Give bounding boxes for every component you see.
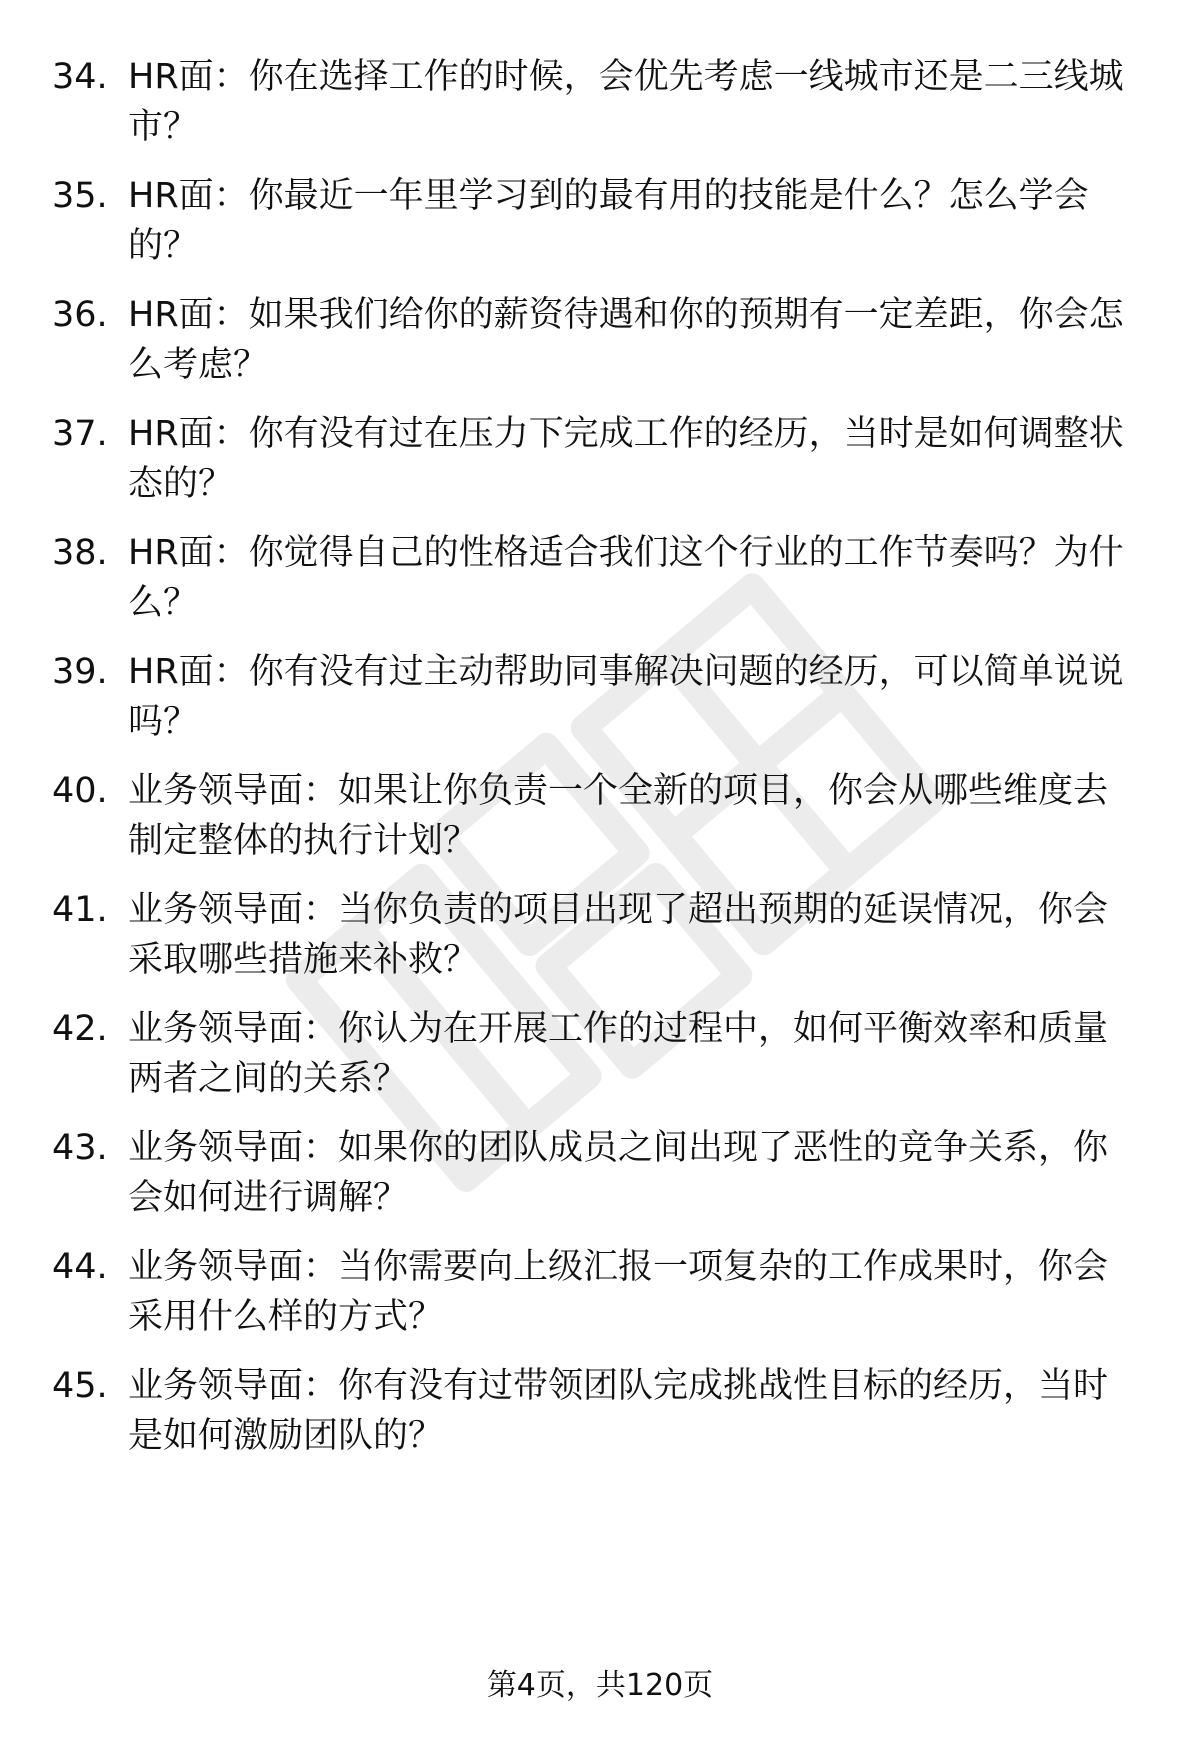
question-text: HR面：你有没有过主动帮助同事解决问题的经历，可以简单说说 吗？ [128, 652, 1124, 742]
question-item-38 [0, 528, 1200, 638]
question-number: 39. [52, 652, 108, 692]
question-text: 业务领导面：如果你的团队成员之间出现了恶性的竞争关系，你 会如何进行调解？ [128, 1128, 1109, 1218]
question-number: 43. [52, 1128, 108, 1168]
question-number: 36. [52, 295, 108, 335]
question-text: 业务领导面：当你负责的项目出现了超出预期的延误情况，你会 采取哪些措施来补救？ [128, 890, 1109, 980]
question-text: HR面：你有没有过在压力下完成工作的经历，当时是如何调整状 态的？ [128, 414, 1124, 504]
question-text: HR面：你觉得自己的性格适合我们这个行业的工作节奏吗？为什 么？ [128, 533, 1124, 623]
question-item-36 [0, 290, 1200, 400]
question-item-44 [0, 1242, 1200, 1352]
question-text: 业务领导面：你认为在开展工作的过程中，如何平衡效率和质量 两者之间的关系？ [128, 1009, 1109, 1099]
question-text: 业务领导面：你有没有过带领团队完成挑战性目标的经历，当时 是如何激励团队的？ [128, 1366, 1109, 1456]
question-text: HR面：如果我们给你的薪资待遇和你的预期有一定差距，你会怎 么考虑？ [128, 295, 1124, 385]
question-item-37 [0, 409, 1200, 519]
question-item-35 [0, 171, 1200, 281]
question-item-45 [0, 1361, 1200, 1471]
question-number: 42. [52, 1009, 108, 1049]
question-number: 34. [52, 57, 108, 97]
question-item-42 [0, 1004, 1200, 1114]
question-number: 35. [52, 176, 108, 216]
question-number: 40. [52, 771, 108, 811]
question-text: 业务领导面：当你需要向上级汇报一项复杂的工作成果时，你会 采用什么样的方式？ [128, 1247, 1109, 1337]
question-item-43 [0, 1123, 1200, 1233]
question-text: 业务领导面：如果让你负责一个全新的项目，你会从哪些维度去 制定整体的执行计划？ [128, 771, 1109, 861]
question-item-40 [0, 766, 1200, 876]
question-number: 38. [52, 533, 108, 573]
page-footer: 第4页，共120页 [486, 1668, 714, 1703]
question-number: 37. [52, 414, 108, 454]
question-item-34 [0, 52, 1200, 162]
question-number: 45. [52, 1366, 108, 1406]
question-number: 44. [52, 1247, 108, 1287]
question-text: HR面：你在选择工作的时候，会优先考虑一线城市还是二三线城 市？ [128, 57, 1124, 147]
question-text: HR面：你最近一年里学习到的最有用的技能是什么？怎么学会 的？ [128, 176, 1089, 266]
question-number: 41. [52, 890, 108, 930]
question-item-39 [0, 647, 1200, 757]
question-item-41 [0, 885, 1200, 995]
